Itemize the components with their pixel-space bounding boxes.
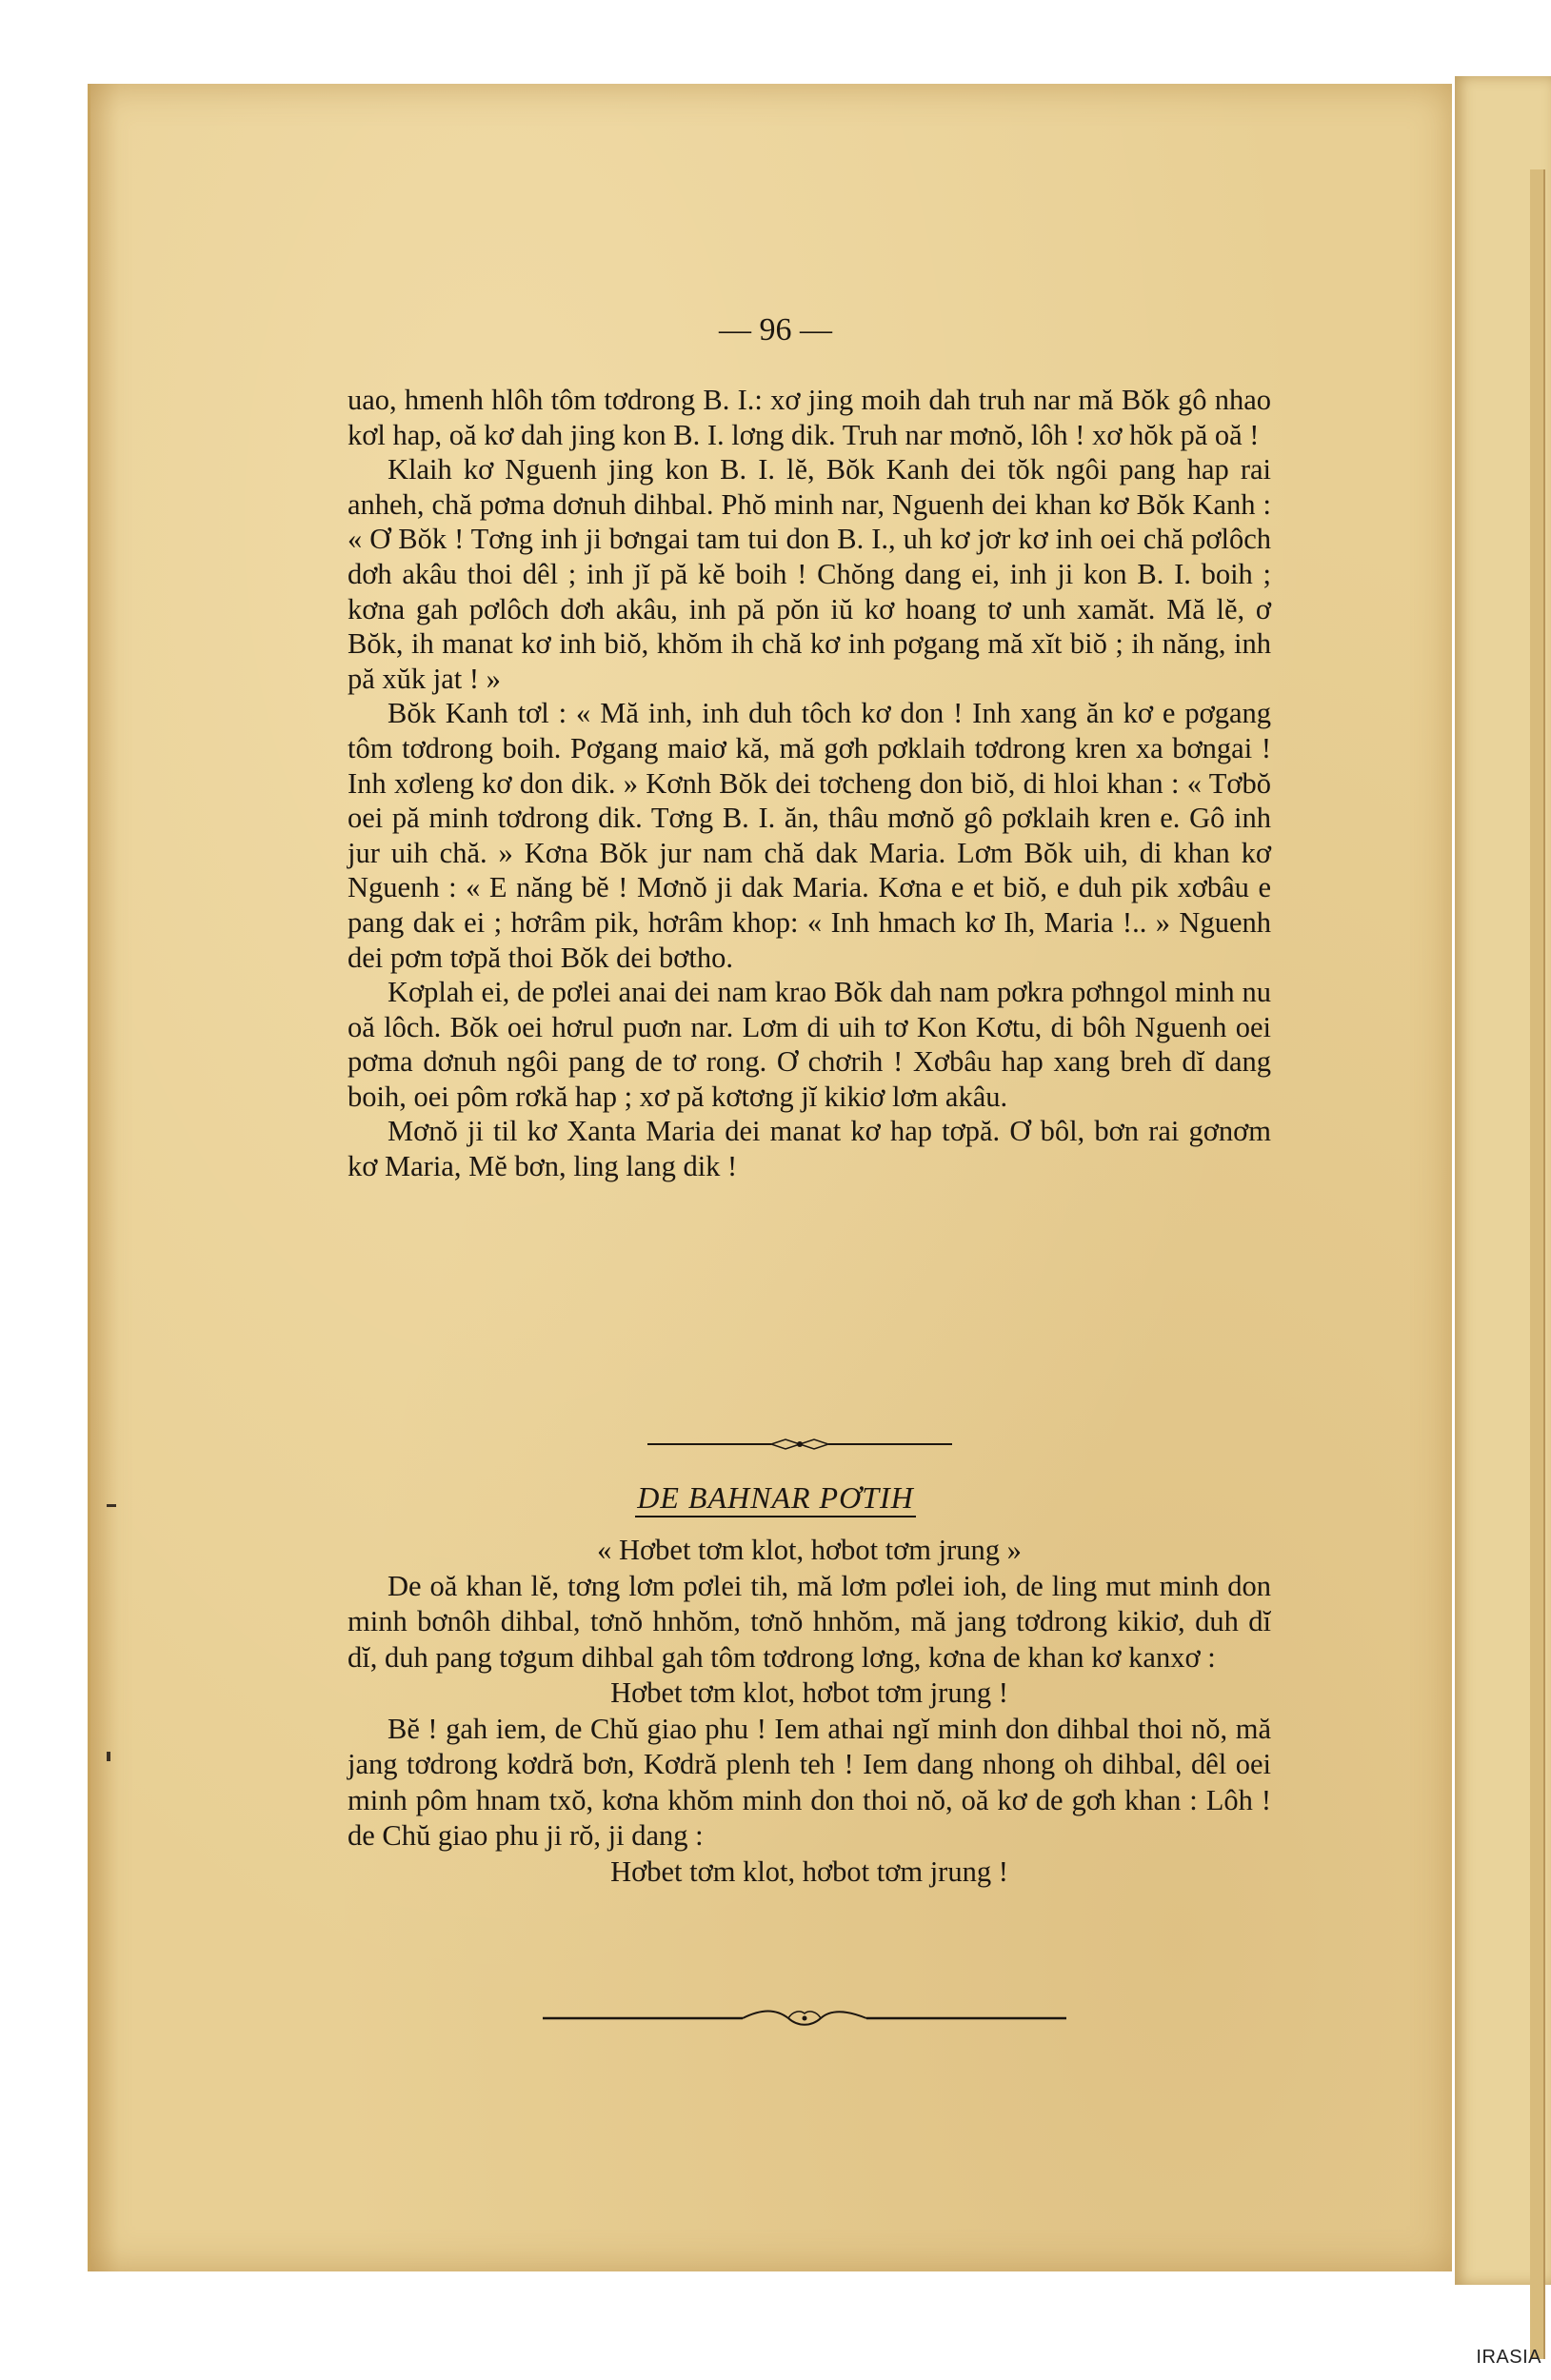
proverb: « Hơbet tơm klot, hơbot tơm jrung » xyxy=(597,1534,1022,1566)
page-edge xyxy=(1530,169,1545,2359)
section-title-text: DE BAHNAR PƠTIH xyxy=(635,1480,916,1517)
paragraph: Klaih kơ Nguenh jing kon B. I. lĕ, Bŏk Kanh dei tŏk ngôi pang hap rai anheh, chă pơma dơnuh dihbal. Phŏ minh nar, Nguenh dei khan kơ Bŏk Kanh : « Ơ Bŏk ! Tơng inh ji bơngai tam tui don B. I., uh kơ jơr kơ inh oei chă pơlôch dơh akâu thoi dêl ; inh jĭ pă kĕ boih ! Chŏng dang ei, inh ji kon B. I. boih ; kơna gah pơlôch dơh akâu, inh pă pŏn iŭ kơ hoang tơ unh xamăt. Mă lĕ, ơ Bŏk, ih manat kơ inh biŏ, khŏm ih chă kơ inh pơgang mă xĭt biŏ ; ih năng, inh pă xŭk jat ! » xyxy=(348,453,1271,695)
section-title xyxy=(0,1480,1551,1516)
proverb: Hơbet tơm klot, hơbot tơm jrung ! xyxy=(610,1854,1008,1888)
page-number: — 96 — xyxy=(719,312,832,347)
section-divider xyxy=(647,1438,952,1451)
paragraph: Mơnŏ ji til kơ Xanta Maria dei manat kơ hap tơpă. Ơ bôl, bơn rai gơnơm kơ Maria, Mĕ bơn, ling lang dik ! xyxy=(348,1115,1271,1183)
paragraph: Bŏk Kanh tơl : « Mă inh, inh duh tôch kơ don ! Inh xang ăn kơ e pơgang tôm tơdrong boih. Pơgang maiơ kă, mă gơh pơklaih tơdrong kren xa bơngai ! Inh xơleng kơ don dik. » Kơnh Bŏk dei tơcheng don biŏ, di hloi khan : « Tơbŏ oei pă minh tơdrong dik. Tơng B. I. ăn, thâu mơnŏ gô pơklaih kren e. Gô inh jur uih chă. » Kơna Bŏk jur nam chă dak Maria. Lơm Bŏk uih, di khan kơ Nguenh : « E năng bĕ ! Mơnŏ ji dak Maria. Kơna e et biŏ, e duh pik xơbâu e pang dak ei ; hơrâm pik, hơrâm khop: « Inh hmach kơ Ih, Maria !.. » Nguenh dei pơm tơpă thoi Bŏk dei bơtho. xyxy=(348,697,1271,974)
proverb: Hơbet tơm klot, hơbot tơm jrung ! xyxy=(610,1676,1008,1709)
paragraph: Bĕ ! gah iem, de Chŭ giao phu ! Iem athai ngĭ minh don dihbal thoi nŏ, mă jang tơdrong kơdră bơn, Kơdră plenh teh ! Iem dang nhong oh dihbal, dêl oei minh pôm hnam txŏ, kơna khŏm minh don thoi nŏ, oă kơ de gơh khan : Lôh ! de Chŭ giao phu ji rŏ, ji dang : xyxy=(348,1712,1271,1852)
paragraph: uao, hmenh hlôh tôm tơdrong B. I.: xơ jing moih dah truh nar mă Bŏk gô nhao kơl hap, oă kơ dah jing kon B. I. lơng dik. Truh nar mơnŏ, lôh ! xơ hŏk pă oă ! xyxy=(348,384,1271,451)
body-text xyxy=(348,383,1271,1184)
paragraph: De oă khan lĕ, tơng lơm pơlei tih, mă lơm pơlei ioh, de ling mut minh don minh bơnôh dihbal, tơnŏ hnhŏm, tơnŏ hnhŏm, mă jang tơdrong kikiơ, duh dĭ dĭ, duh pang tơgum dihbal gah tôm tơdrong lơng, kơna de khan kơ kanxơ : xyxy=(348,1569,1271,1674)
margin-mark xyxy=(107,1752,110,1761)
paragraph: Kơplah ei, de pơlei anai dei nam krao Bŏk dah nam pơkra pơhngol minh nu oă lôch. Bŏk oei hơrul puơn nar. Lơm di uih tơ Kon Kơtu, di bôh Nguenh oei pơma dơnuh ngôi pang de tơ rong. Ơ chơrih ! Xơbâu hap xang breh dĭ dang boih, oei pôm rơkă hap ; xơ pă kơtơng jĭ kikiơ lơm akâu. xyxy=(348,976,1271,1113)
watermark: IRASIA xyxy=(1476,2347,1541,2368)
section-body-text xyxy=(348,1533,1271,1890)
end-ornament xyxy=(543,2004,1066,2033)
